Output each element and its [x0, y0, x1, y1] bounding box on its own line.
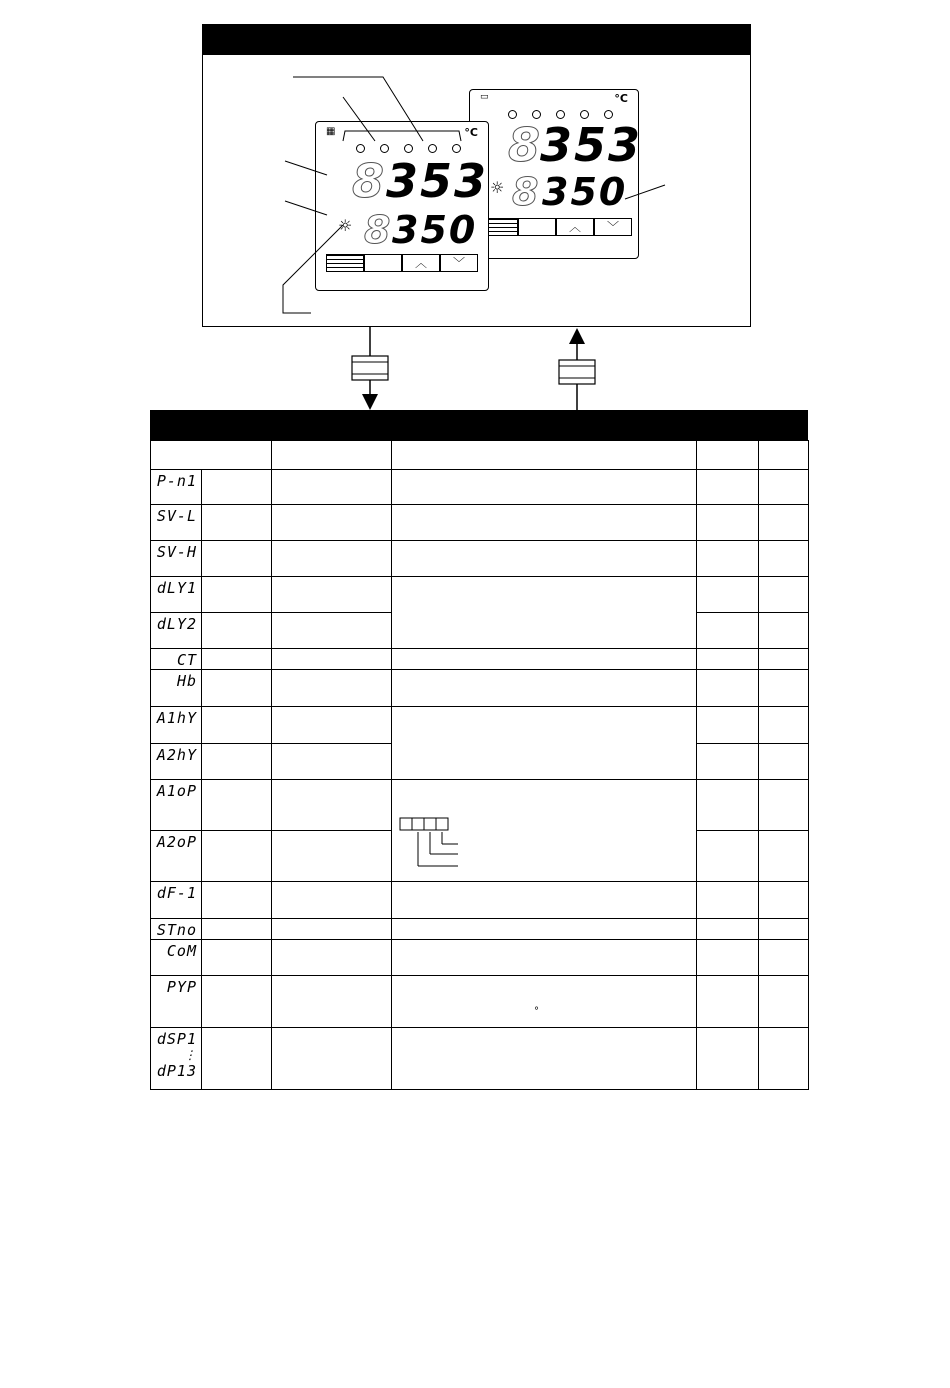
cell	[759, 541, 809, 577]
table-title-bar	[150, 410, 808, 440]
cell	[202, 1028, 272, 1090]
cell	[697, 831, 759, 882]
cell	[759, 744, 809, 780]
parameter-table	[150, 410, 808, 1090]
table-row	[151, 780, 809, 831]
table-row	[151, 919, 809, 940]
param-code: SV-H	[151, 541, 202, 577]
param-code: A2hY	[151, 744, 202, 780]
parameter-grid	[150, 440, 809, 1090]
cell	[272, 541, 392, 577]
down-key[interactable]: ﹀	[440, 254, 478, 272]
table-column-header-row	[151, 441, 809, 470]
table-row	[151, 541, 809, 577]
connector-arrows	[340, 326, 610, 412]
bit-box	[436, 818, 448, 830]
cell	[759, 780, 809, 831]
callout-lines	[203, 25, 752, 328]
cell	[202, 470, 272, 505]
table-row	[151, 1028, 809, 1090]
cell	[759, 940, 809, 976]
cell	[392, 976, 697, 1028]
cell	[202, 976, 272, 1028]
header-cell	[151, 441, 272, 470]
param-code: dLY2	[151, 613, 202, 649]
cell	[759, 1028, 809, 1090]
blink-burst-icon: ☼	[338, 216, 353, 235]
cell	[392, 1028, 697, 1090]
cell	[697, 505, 759, 541]
cell	[697, 976, 759, 1028]
table-row	[151, 670, 809, 707]
table-row	[151, 505, 809, 541]
param-code: dF-1	[151, 882, 202, 919]
cell	[697, 1028, 759, 1090]
cell	[697, 780, 759, 831]
param-code: A2oP	[151, 831, 202, 882]
cell	[759, 919, 809, 940]
param-code: P-n1	[151, 470, 202, 505]
table-row	[151, 707, 809, 744]
bit-box	[400, 818, 412, 830]
cell	[392, 577, 697, 649]
cell	[697, 744, 759, 780]
header-cell	[697, 441, 759, 470]
cell	[392, 541, 697, 577]
table-row	[151, 882, 809, 919]
cell	[759, 649, 809, 670]
arrow-box	[352, 356, 388, 380]
param-code: PYP	[151, 976, 202, 1028]
cell	[759, 505, 809, 541]
cell	[272, 505, 392, 541]
cell	[392, 670, 697, 707]
unit-symbol: °C	[614, 92, 628, 105]
callout-line	[343, 131, 461, 141]
cell	[202, 831, 272, 882]
param-code-end: dP13	[156, 1062, 197, 1080]
cell	[392, 505, 697, 541]
cell	[272, 882, 392, 919]
param-code: A1oP	[151, 780, 202, 831]
cell	[202, 940, 272, 976]
cell	[697, 882, 759, 919]
cell	[759, 577, 809, 613]
param-code: dSP1	[156, 1030, 197, 1048]
cell	[759, 831, 809, 882]
pv-display: 353	[540, 118, 643, 172]
cell	[202, 780, 272, 831]
cell	[392, 707, 697, 780]
cell	[697, 919, 759, 940]
cell	[697, 470, 759, 505]
cell	[697, 649, 759, 670]
header-cell	[392, 441, 697, 470]
bit-diagram	[398, 816, 478, 876]
cell	[697, 707, 759, 744]
cell	[697, 613, 759, 649]
table-row	[151, 976, 809, 1028]
cell	[392, 919, 697, 940]
cell	[272, 670, 392, 707]
cell	[759, 470, 809, 505]
table-row	[151, 649, 809, 670]
cell	[759, 707, 809, 744]
cell	[202, 577, 272, 613]
cell	[392, 470, 697, 505]
cell	[759, 976, 809, 1028]
param-code: dLY1	[151, 577, 202, 613]
brand-mark: ▦	[326, 126, 336, 137]
blink-burst-icon: ☼	[490, 178, 505, 197]
cell	[272, 940, 392, 976]
pv-ghost-digit: 8	[508, 118, 543, 172]
cell	[272, 613, 392, 649]
cell	[202, 919, 272, 940]
cell	[272, 976, 392, 1028]
pv-ghost-digit: 8	[352, 154, 387, 208]
callout-line	[283, 225, 343, 313]
brand-mark: ▭	[480, 92, 489, 102]
cell	[697, 577, 759, 613]
alarm-option-cell	[392, 780, 697, 882]
cell	[759, 882, 809, 919]
up-key[interactable]: ︿	[402, 254, 440, 272]
cell	[272, 919, 392, 940]
sv-ghost-digit: 8	[512, 170, 541, 214]
degree-mark: °	[534, 1006, 539, 1017]
cell	[272, 707, 392, 744]
sv-ghost-digit: 8	[364, 208, 393, 252]
param-code: SV-L	[151, 505, 202, 541]
bit-box	[412, 818, 424, 830]
header-cell	[759, 441, 809, 470]
cell	[697, 940, 759, 976]
unit-symbol: °C	[464, 126, 478, 139]
cell	[272, 744, 392, 780]
cell	[202, 541, 272, 577]
cell	[272, 1028, 392, 1090]
cell	[202, 505, 272, 541]
param-code-range	[151, 1028, 202, 1090]
cell	[202, 649, 272, 670]
bit-box	[424, 818, 436, 830]
cell	[202, 882, 272, 919]
up-key[interactable]: ︿	[556, 218, 594, 236]
callout-line	[625, 185, 665, 199]
param-code: STno	[151, 919, 202, 940]
param-code: CT	[151, 649, 202, 670]
sv-display: 350	[542, 170, 628, 214]
figure-box	[202, 24, 751, 327]
range-ellipsis: ⋮	[184, 1048, 197, 1062]
param-code: Hb	[151, 670, 202, 707]
sv-display: 350	[392, 208, 478, 252]
callout-line	[285, 161, 327, 175]
cell	[272, 577, 392, 613]
param-code: CoM	[151, 940, 202, 976]
table-row	[151, 577, 809, 613]
arrow-box	[559, 360, 595, 384]
arrow-head-down	[362, 394, 378, 410]
cell	[392, 649, 697, 670]
cell	[697, 541, 759, 577]
table-row	[151, 470, 809, 505]
down-key[interactable]: ﹀	[594, 218, 632, 236]
cell	[272, 470, 392, 505]
cell	[272, 649, 392, 670]
cell	[202, 670, 272, 707]
cell	[272, 780, 392, 831]
cell	[759, 613, 809, 649]
cell	[272, 831, 392, 882]
header-cell	[272, 441, 392, 470]
arrow-head-up	[569, 328, 585, 344]
cell	[759, 670, 809, 707]
pv-display: 353	[386, 154, 489, 208]
cell	[392, 940, 697, 976]
cell	[202, 707, 272, 744]
callout-line	[285, 201, 327, 215]
param-code: A1hY	[151, 707, 202, 744]
cell	[697, 670, 759, 707]
table-row	[151, 940, 809, 976]
callout-line	[343, 97, 375, 141]
cell	[392, 882, 697, 919]
cell	[202, 744, 272, 780]
cell	[202, 613, 272, 649]
